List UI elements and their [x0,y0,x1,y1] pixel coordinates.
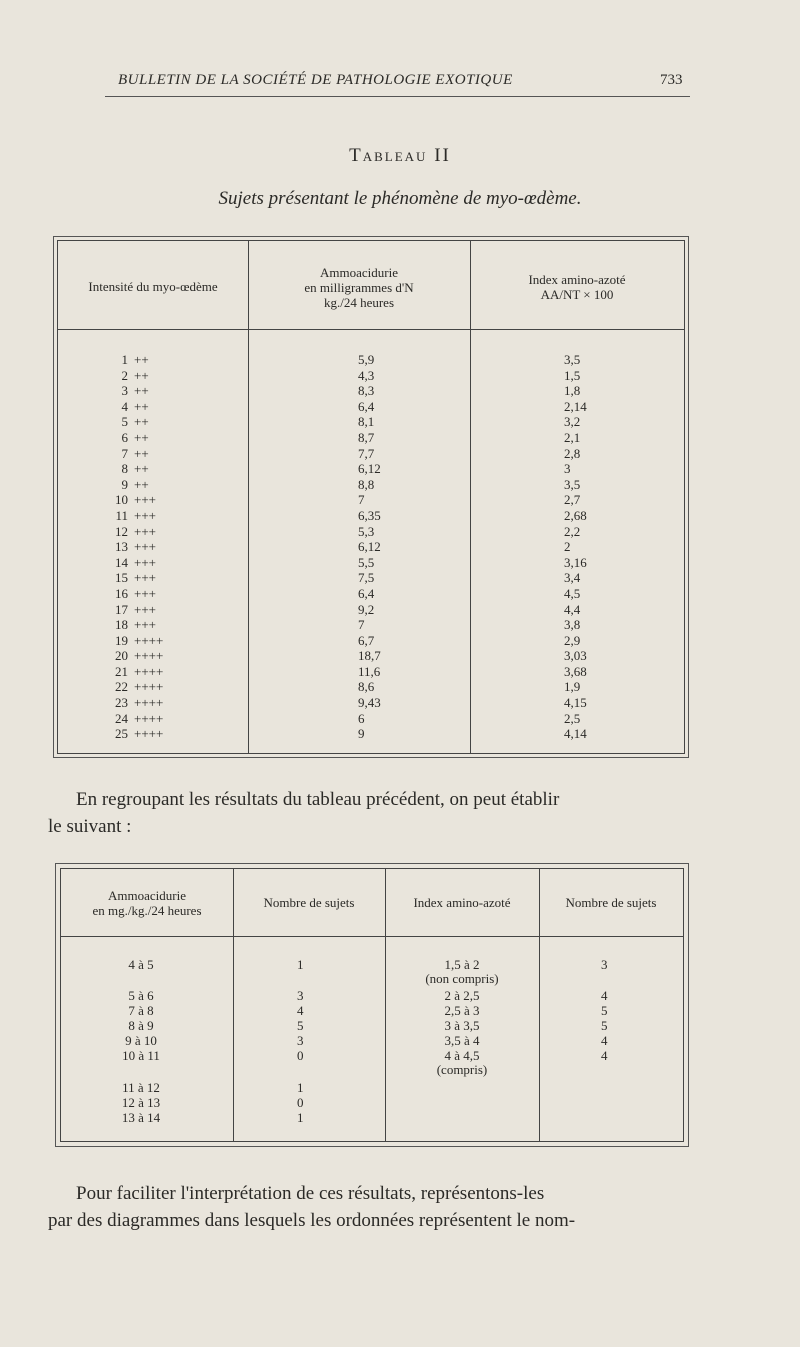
table2-cell-n2: 4 [601,1033,608,1048]
row-intensity: ++ [134,367,149,383]
row-number: 13 [115,539,128,555]
row-intensity: ++ [134,461,149,477]
row-intensity: +++ [134,585,156,601]
page-number: 733 [660,72,683,88]
table1-header-intensity: Intensité du myo-œdème [88,279,218,294]
row-intensity: ++ [134,383,149,399]
row-index: 1,8 [564,383,581,399]
row-ammoaciduria: 11,6 [358,663,381,679]
row-number: 9 [121,476,128,492]
row-ammoaciduria: 6,4 [358,585,375,601]
row-intensity: ++ [134,398,149,414]
row-ammoaciduria: 5,9 [358,352,375,367]
row-intensity: +++ [134,554,156,570]
row-index: 4,14 [564,726,587,742]
row-number: 7 [121,445,128,461]
table2-cell-n2: 5 [601,1018,608,1033]
table1-divider [248,241,249,753]
row-ammoaciduria: 9,43 [358,695,381,711]
table1-col-index [564,352,644,742]
row-number: 14 [115,554,128,570]
row-intensity: ++++ [134,648,164,664]
row-intensity: ++++ [134,679,164,695]
row-ammoaciduria: 6,12 [358,461,381,477]
row-number: 2 [121,367,128,383]
row-index: 1,5 [564,367,581,383]
row-ammoaciduria: 6,35 [358,507,381,523]
paragraph-line: En regroupant les résultats du tableau précédent, on peut établir [76,789,560,810]
table2-cell-n2: 3 [601,957,608,972]
row-ammoaciduria: 8,6 [358,679,375,695]
row-number: 24 [115,710,128,726]
table2-cell-index: 3,5 à 4 [444,1033,480,1048]
header-rule [105,96,690,97]
table1-header-index: Index amino-azoté AA/NT × 100 [528,272,626,302]
table2-cell-n1: 3 [297,988,304,1003]
table2-cell-index: 3 à 3,5 [444,1018,480,1033]
row-number: 5 [121,414,128,430]
row-ammoaciduria: 7,5 [358,570,375,586]
row-index: 2,2 [564,523,581,539]
row-number: 16 [115,585,128,601]
row-ammoaciduria: 5,3 [358,523,375,539]
row-intensity: ++++ [134,695,164,711]
paragraph-line: le suivant : [48,816,132,837]
row-intensity: +++ [134,570,156,586]
table2-header-ammoaciduria: Ammoacidurie en mg./kg./24 heures [92,888,202,918]
table2-cell-n1: 4 [297,1003,304,1018]
row-intensity: ++ [134,429,149,445]
table-caption: Sujets présentant le phénomène de myo-œdème. [218,188,582,209]
running-title: BULLETIN DE LA SOCIÉTÉ DE PATHOLOGIE EXOTIQUE [118,72,513,88]
row-number: 8 [121,461,128,477]
table1-divider [470,241,471,753]
row-ammoaciduria: 7 [358,617,365,633]
table2-cell-n1: 5 [297,1018,304,1033]
row-index: 2 [564,539,571,555]
row-number: 6 [121,429,128,445]
table1-col-ammoaciduria [358,352,438,742]
row-intensity: +++ [134,523,156,539]
table2-cell-range: 5 à 6 [128,988,154,1003]
row-intensity: ++ [134,445,149,461]
row-intensity: ++++ [134,663,164,679]
table-title: Tableau II [349,145,451,166]
table2-cell-range: 8 à 9 [128,1018,154,1033]
row-index: 4,5 [564,585,581,601]
row-ammoaciduria: 9 [358,726,365,742]
row-number: 17 [115,601,128,617]
table2-cell-range: 4 à 5 [128,957,154,972]
row-ammoaciduria: 8,1 [358,414,375,430]
row-number: 19 [115,632,128,648]
row-number: 3 [121,383,128,399]
row-number: 15 [115,570,128,586]
row-index: 3,16 [564,554,587,570]
table1 [57,240,685,754]
row-intensity: +++ [134,617,156,633]
table2-cell-range: 11 à 12 [122,1080,160,1095]
table2-cell-n1: 1 [297,957,304,972]
row-number: 23 [115,695,128,711]
table2-cell-index: 1,5 à 2 [444,957,480,972]
table2-cell-range: 13 à 14 [121,1110,161,1125]
row-index: 4,4 [564,601,581,617]
row-number: 4 [121,398,128,414]
row-index: 3,5 [564,476,581,492]
table2-cell-n1: 0 [297,1048,304,1063]
table2-cell-index: 4 à 4,5 [444,1048,480,1063]
row-index: 2,14 [564,398,587,414]
table2-header-subjects-2: Nombre de sujets [565,895,657,910]
row-number: 20 [115,648,128,664]
row-ammoaciduria: 7,7 [358,445,375,461]
row-number: 22 [115,679,128,695]
table2-cell-n2: 5 [601,1003,608,1018]
row-ammoaciduria: 7 [358,492,365,508]
table2-cell-n2: 4 [601,988,608,1003]
row-index: 2,1 [564,429,581,445]
row-ammoaciduria: 18,7 [358,648,381,664]
row-number: 10 [115,492,128,508]
row-index: 3,68 [564,663,587,679]
table2-cell-index: 2,5 à 3 [444,1003,480,1018]
table2-header-subjects: Nombre de sujets [263,895,355,910]
table2-header-index: Index amino-azoté [413,895,511,910]
row-ammoaciduria: 9,2 [358,601,375,617]
row-index: 1,9 [564,679,581,695]
row-intensity: ++ [134,414,149,430]
table2-header-rule [61,936,683,937]
row-ammoaciduria: 5,5 [358,554,375,570]
table2-cell-n1: 0 [297,1095,304,1110]
row-ammoaciduria: 4,3 [358,367,375,383]
table2 [60,868,684,1142]
row-number: 1 [121,352,128,367]
row-number: 11 [115,507,128,523]
table2-cell-n1: 3 [297,1033,304,1048]
table1-col-number [98,352,128,742]
row-number: 18 [115,617,128,633]
table1-header-ammoaciduria: Ammoacidurie en milligrammes d'N kg./24 heures [304,265,414,310]
row-index: 2,68 [564,507,587,523]
row-index: 2,5 [564,710,581,726]
row-ammoaciduria: 8,3 [358,383,375,399]
table2-cell-range: 12 à 13 [121,1095,161,1110]
row-ammoaciduria: 6,4 [358,398,375,414]
table1-col-intensity [134,352,224,742]
row-index: 3,4 [564,570,581,586]
row-intensity: +++ [134,539,156,555]
table2-cell-index: 2 à 2,5 [444,988,480,1003]
row-index: 2,7 [564,492,581,508]
row-index: 3,2 [564,414,581,430]
row-intensity: +++ [134,507,156,523]
row-index: 3,8 [564,617,581,633]
row-ammoaciduria: 8,7 [358,429,375,445]
row-intensity: +++ [134,492,156,508]
row-ammoaciduria: 6,7 [358,632,375,648]
row-intensity: +++ [134,601,156,617]
row-intensity: ++++ [134,710,164,726]
table2-cell-n2: 4 [601,1048,608,1063]
row-intensity: ++ [134,476,149,492]
row-index: 2,9 [564,632,581,648]
table2-cell-range: 7 à 8 [128,1003,154,1018]
row-intensity: ++++ [134,726,164,742]
row-intensity: ++++ [134,632,164,648]
row-index: 3,03 [564,648,587,664]
row-index: 3 [564,461,571,477]
row-ammoaciduria: 6,12 [358,539,381,555]
row-index: 4,15 [564,695,587,711]
row-index: 3,5 [564,352,581,367]
table2-cell-index-note: (compris) [436,1062,488,1077]
table2-cell-index-note: (non compris) [425,971,499,986]
row-number: 21 [115,663,128,679]
paragraph-line: par des diagrammes dans lesquels les ordonnées représentent le nom- [48,1210,576,1231]
row-ammoaciduria: 8,8 [358,476,375,492]
row-intensity: ++ [134,352,149,367]
row-ammoaciduria: 6 [358,710,365,726]
table2-cell-range: 9 à 10 [125,1033,157,1048]
row-index: 2,8 [564,445,581,461]
table2-cell-n1: 1 [297,1110,304,1125]
paragraph-line: Pour faciliter l'interprétation de ces résultats, représentons-les [76,1183,545,1204]
row-number: 12 [115,523,128,539]
row-number: 25 [115,726,128,742]
table2-cell-range: 10 à 11 [122,1048,160,1063]
table2-cell-n1: 1 [297,1080,304,1095]
table1-header-rule [58,329,684,330]
